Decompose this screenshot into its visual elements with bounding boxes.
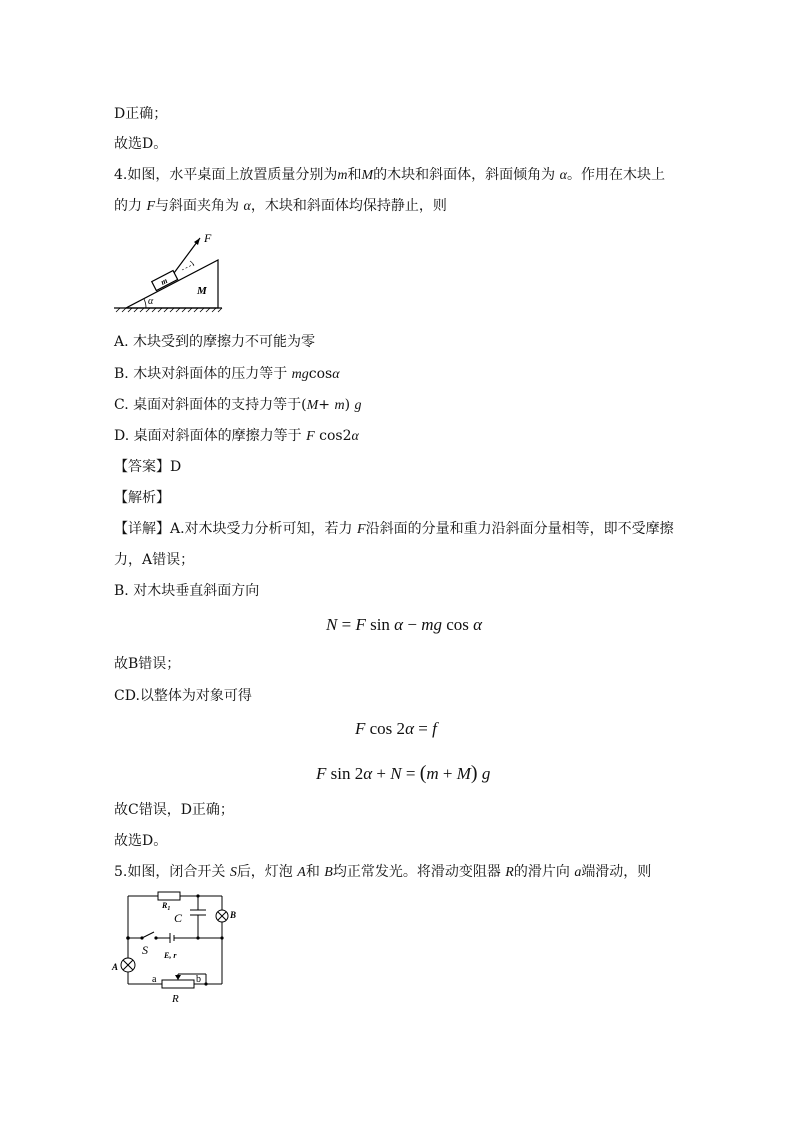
- text-line: 故B错误；: [114, 656, 181, 672]
- battery-label: E, r: [164, 951, 177, 960]
- incline-M-label: M: [197, 285, 207, 297]
- switch-label: S: [142, 943, 148, 957]
- question-4-stem-cont: 的力 F与斜面夹角为 α，木块和斜面体均保持静止，则: [114, 198, 447, 214]
- detail-line-cont: 力，A错误；: [114, 552, 195, 568]
- text-line: 故选D。: [114, 833, 168, 849]
- incline-figure: [112, 228, 224, 316]
- text-line: 故C错误，D正确；: [114, 802, 234, 818]
- circuit-figure: [110, 886, 246, 1012]
- lamp-b-label: B: [230, 910, 237, 920]
- option-c: C. 桌面对斜面体的支持力等于(M+ m) g: [114, 397, 362, 413]
- analysis-heading: 【解析】: [114, 490, 170, 506]
- text-line: D正确；: [114, 106, 168, 122]
- r1-label: $R_1$: [162, 901, 171, 912]
- option-a: A. 木块受到的摩擦力不可能为零: [114, 334, 316, 350]
- text-line: 故选D。: [114, 136, 168, 152]
- capacitor-label: C: [174, 911, 183, 925]
- answer-line: 【答案】D: [114, 459, 182, 475]
- block-m-label: m: [159, 275, 169, 287]
- equation-support-force: F sin 2α + N = (m + M) g: [316, 762, 491, 784]
- detail-b-line: B. 对木块垂直斜面方向: [114, 583, 260, 599]
- question-5-stem: 5.如图，闭合开关 S后，灯泡 A和 B均正常发光。将滑动变阻器 R的滑片向 a端滑动，则: [114, 864, 652, 880]
- text-line: CD.以整体为对象可得: [114, 688, 252, 704]
- equation-normal-force: N = F sin α − mg cos α: [326, 615, 483, 634]
- question-4-stem: 4.如图，水平桌面上放置质量分别为m和M的木块和斜面体，斜面倾角为 α。作用在木块上: [114, 167, 665, 183]
- rheostat-label: R: [172, 993, 179, 1005]
- lamp-a-label: A: [112, 962, 119, 972]
- option-d: D. 桌面对斜面体的摩擦力等于 F cos2α: [114, 428, 359, 444]
- option-b: B. 木块对斜面体的压力等于 mgcosα: [114, 366, 340, 382]
- detail-line: 【详解】A.对木块受力分析可知，若力 F沿斜面的分量和重力沿斜面分量相等，即不受摩擦: [114, 521, 674, 537]
- force-F-label: F: [204, 231, 212, 245]
- rheostat-end-b: b: [196, 974, 201, 985]
- rheostat-end-a: a: [152, 974, 157, 985]
- equation-friction: F cos 2α = f: [355, 719, 437, 738]
- alpha-label: α: [148, 296, 154, 307]
